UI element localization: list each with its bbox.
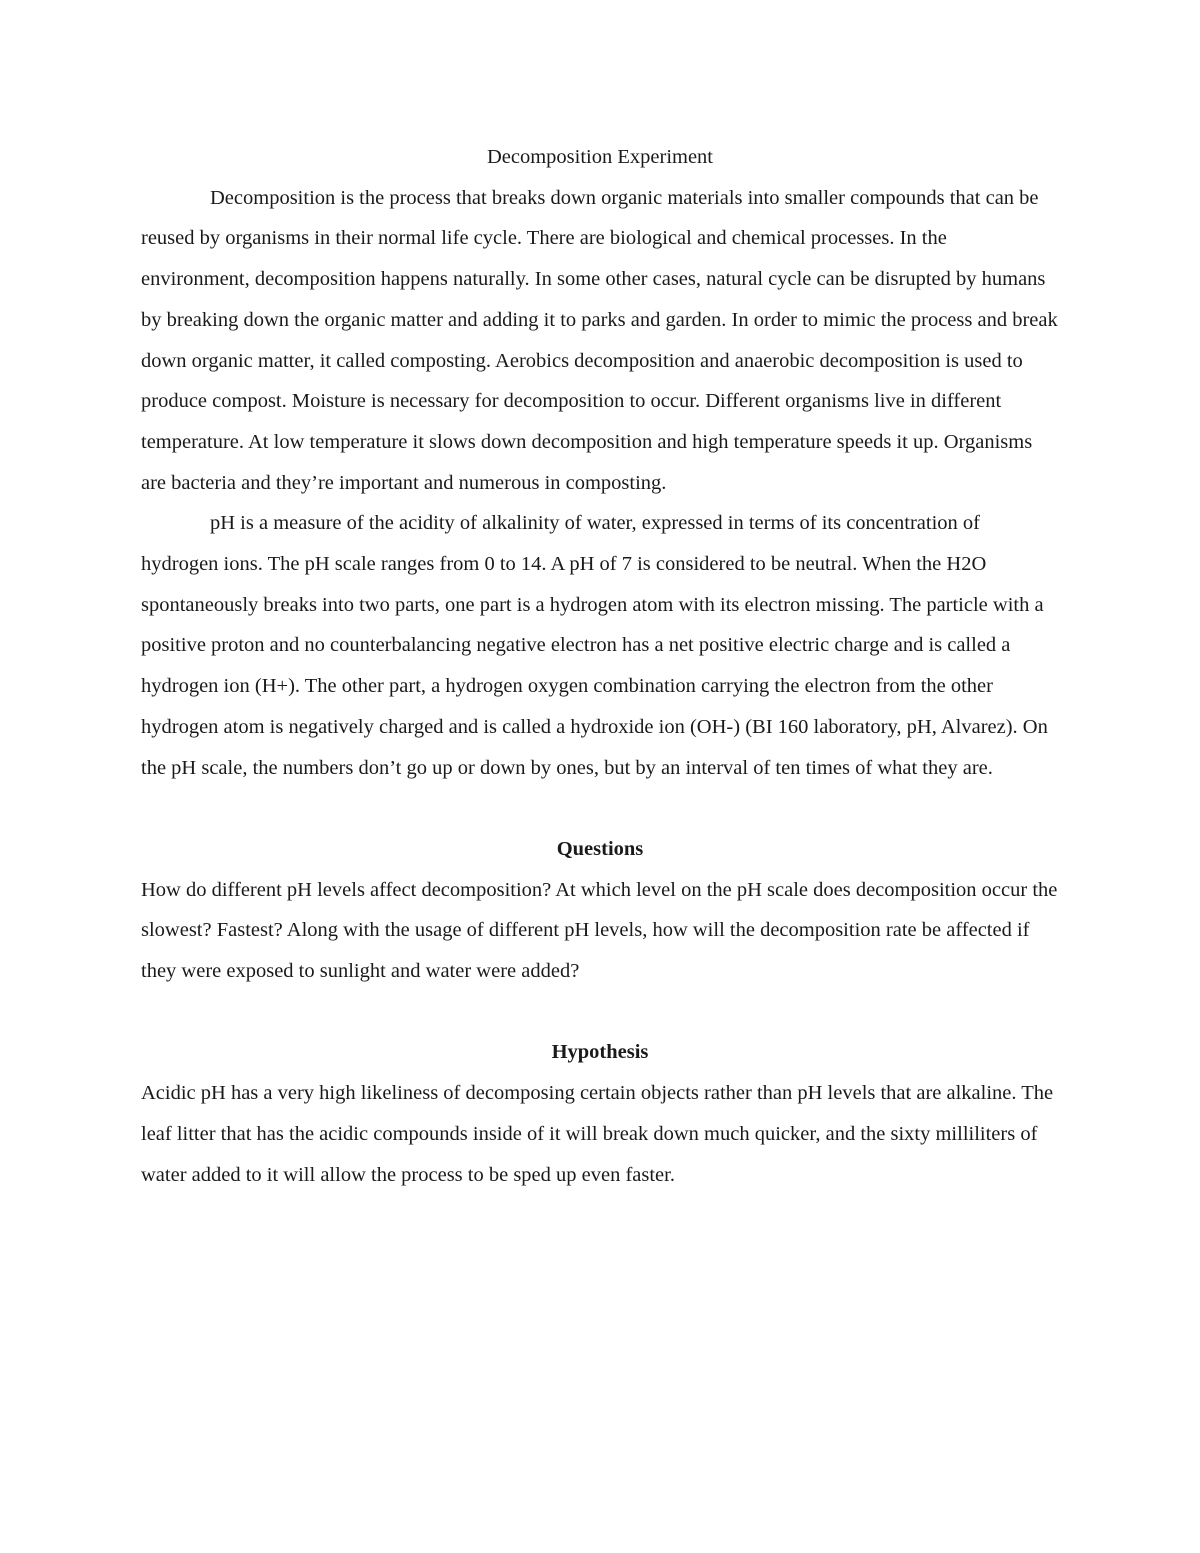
hypothesis-text: Acidic pH has a very high likeliness of decomposing certain objects rather than pH levels that are alkaline. The leaf litter that has the acidic compounds inside of it will break down much quicker, and the sixty milliliters of water added to it will allow the process to be sped up even faster. xyxy=(141,1082,1054,1186)
hypothesis-heading: Hypothesis xyxy=(551,1041,649,1064)
questions-heading: Questions xyxy=(556,837,644,860)
ph-paragraph: pH is a measure of the acidity of alkalinity of water, expressed in terms of its concentration of hydrogen ions. The pH scale ranges from 0 to 14. A pH of 7 is considered to be neutral. When the H2O spontaneously breaks into two parts, one part is a hydrogen atom with its electron missing. The particle with a positive proton and no counterbalancing negative electron has a net positive electric charge and is called a hydrogen ion (H+). The other part, a hydrogen oxygen combination carrying the electron from the other hydrogen atom is negatively charged and is called a hydroxide ion (OH-) (BI 160 laboratory, pH, Alvarez). On the pH scale, the numbers don’t go up or down by ones, but by an interval of ten times of what they are. xyxy=(141,512,1048,779)
document-title: Decomposition Experiment xyxy=(486,146,714,168)
document-body xyxy=(141,137,1059,1195)
questions-text: How do different pH levels affect decomposition? At which level on the pH scale does decomposition occur the slowest? Fastest? Along with the usage of different pH levels, how will the decomposition rate be affected if they were exposed to sunlight and water were added? xyxy=(141,878,1058,983)
intro-paragraph: Decomposition is the process that breaks down organic materials into smaller compounds that can be reused by organisms in their normal life cycle. There are biological and chemical processes. In the environment, decomposition happens naturally. In some other cases, natural cycle can be disrupted by humans by breaking down the organic matter and adding it to parks and garden. In order to mimic the process and break down organic matter, it called composting. Aerobics decomposition and anaerobic decomposition is used to produce compost. Moisture is necessary for decomposition to occur. Different organisms live in different temperature. At low temperature it slows down decomposition and high temperature speeds it up. Organisms are bacteria and they’re important and numerous in composting. xyxy=(141,186,1058,494)
